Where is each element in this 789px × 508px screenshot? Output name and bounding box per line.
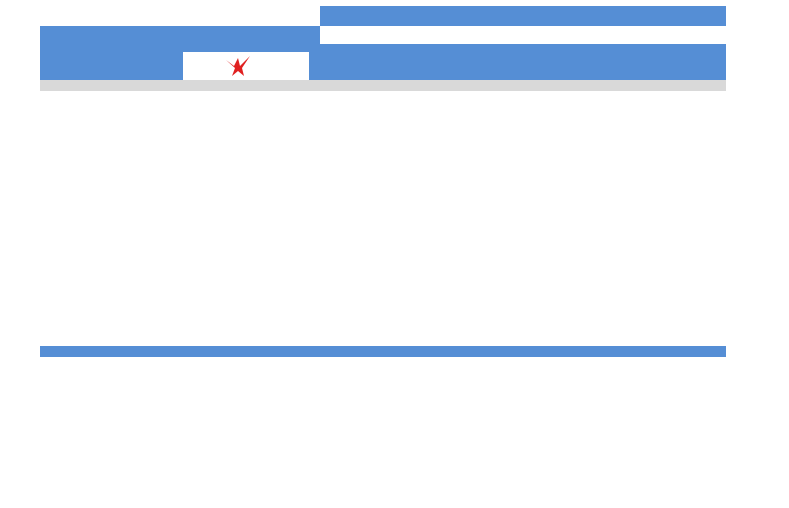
header-band — [40, 44, 726, 80]
section-title — [40, 80, 472, 91]
eagle-logo-icon — [224, 54, 252, 78]
logo — [183, 52, 309, 80]
end-of-sheet-bar — [40, 346, 726, 357]
section-band — [472, 80, 726, 91]
header-band-top — [320, 6, 726, 26]
sheet-title-band — [40, 26, 320, 44]
